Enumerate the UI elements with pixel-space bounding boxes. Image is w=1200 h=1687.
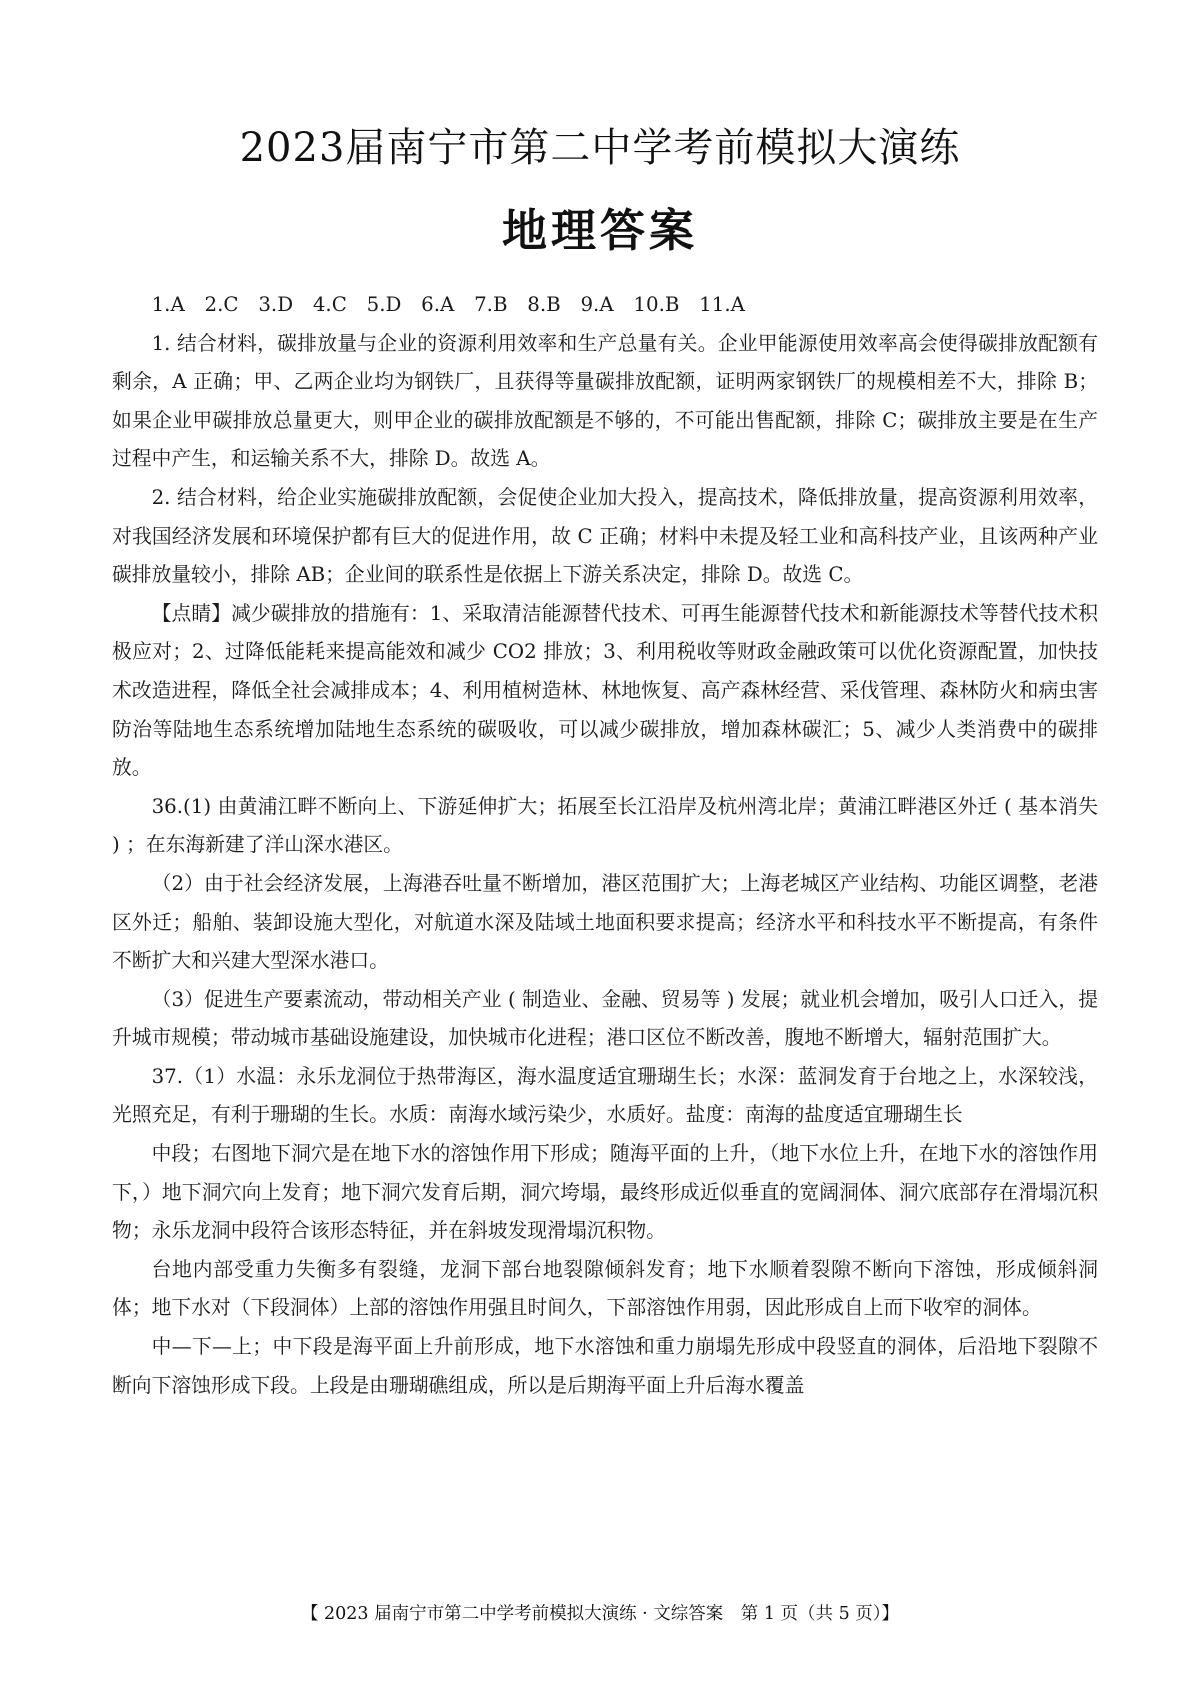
paragraph-note: 【点睛】减少碳排放的措施有：1、采取清洁能源替代技术、可再生能源替代技术和新能源技术等替代技术积极应对；2、过降低能耗来提高能效和减少 CO2 排放；3、利用税收等财政金融政策可以优化资源配置，加快技术改造进程，降低全社会减排成本；4、利用植树造林、林地恢复、高产森林经营、采伐管理、森林防火和病虫害防治等陆地生态系统增加陆地生态系统的碳吸收，可以减少碳排放，增加森林碳汇；5、减少人类消费中的碳排放。 <box>112 601 1098 780</box>
document-title: 2023届南宁市第二中学考前模拟大演练 <box>239 125 961 171</box>
paragraph-q37-middle: 中段；右图地下洞穴是在地下水的溶蚀作用下形成；随海平面的上升，（地下水位上升，在地下水的溶蚀作用下，）地下洞穴向上发育；地下洞穴发育后期，洞穴垮塌，最终形成近似垂直的宽阔洞体、洞穴底部存在滑塌沉积物；永乐龙洞中段符合该形态特征，并在斜坡发现滑塌沉积物。 <box>112 1142 1098 1243</box>
paragraph-q36-3: （3）促进生产要素流动，带动相关产业 ( 制造业、金融、贸易等 ) 发展；就业机会增加，吸引人口迁入，提升城市规模；带动城市基础设施建设，加快城市化进程；港口区位不断改善，腹地不断增大，辐射范围扩大。 <box>112 987 1098 1050</box>
paragraph-q36-2: （2）由于社会经济发展，上海港吞吐量不断增加，港区范围扩大；上海老城区产业结构、功能区调整，老港区外迁；船舶、装卸设施大型化，对航道水深及陆域土地面积要求提高；经济水平和科技水平不断提高，有条件不断扩大和兴建大型深水港口。 <box>112 871 1098 973</box>
document-body <box>112 286 1098 1405</box>
page-footer: 【 2023 届南宁市第二中学考前模拟大演练 · 文综答案 第 1 页（共 5 页）】 <box>300 1604 900 1624</box>
document-subtitle: 地理答案 <box>501 204 698 257</box>
paragraph-q2: 2. 结合材料，给企业实施碳排放配额，会促使企业加大投入，提高技术，降低排放量，提高资源利用效率，对我国经济发展和环境保护都有巨大的促进作用，故 C 正确；材料中未提及轻工业和高科技产业，且该两种产业碳排放量较小，排除 AB；企业间的联系性是依据上下游关系决定，排除 D。故选 C。 <box>112 485 1098 587</box>
answer-key-line: 1.A 2.C 3.D 4.C 5.D 6.A 7.B 8.B 9.A 10.B 11.A <box>151 293 745 316</box>
paragraph-q37-order: 中—下—上；中下段是海平面上升前形成，地下水溶蚀和重力崩塌先形成中段竖直的洞体，后沿地下裂隙不断向下溶蚀形成下段。上段是由珊瑚礁组成，所以是后期海平面上升后海水覆盖 <box>112 1335 1098 1397</box>
paragraph-q1: 1. 结合材料，碳排放量与企业的资源利用效率和生产总量有关。企业甲能源使用效率高会使得碳排放配额有剩余，A 正确；甲、乙两企业均为钢铁厂，且获得等量碳排放配额，证明两家钢铁厂的规模相差不大，排除 B；如果企业甲碳排放总量更大，则甲企业的碳排放配额是不够的，不可能出售配额，排除 C；碳排放主要是在生产过程中产生，和运输关系不大，排除 D。故选 A。 <box>112 331 1098 471</box>
paragraph-q37-lower: 台地内部受重力失衡多有裂缝，龙洞下部台地裂隙倾斜发育；地下水顺着裂隙不断向下溶蚀，形成倾斜洞体；地下水对（下段洞体）上部的溶蚀作用强且时间久，下部溶蚀作用弱，因此形成自上而下收窄的洞体。 <box>112 1257 1098 1320</box>
paragraph-q36-1: 36.(1) 由黄浦江畔不断向上、下游延伸扩大；拓展至长江沿岸及杭州湾北岸；黄浦江畔港区外迁 ( 基本消失 ) ；在东海新建了洋山深水港区。 <box>112 794 1098 857</box>
paragraph-q37-1: 37.（1）水温：永乐龙洞位于热带海区，海水温度适宜珊瑚生长；水深：蓝洞发育于台地之上，水深较浅，光照充足，有利于珊瑚的生长。水质：南海水域污染少，水质好。盐度：南海的盐度适宜珊瑚生长 <box>112 1064 1098 1127</box>
